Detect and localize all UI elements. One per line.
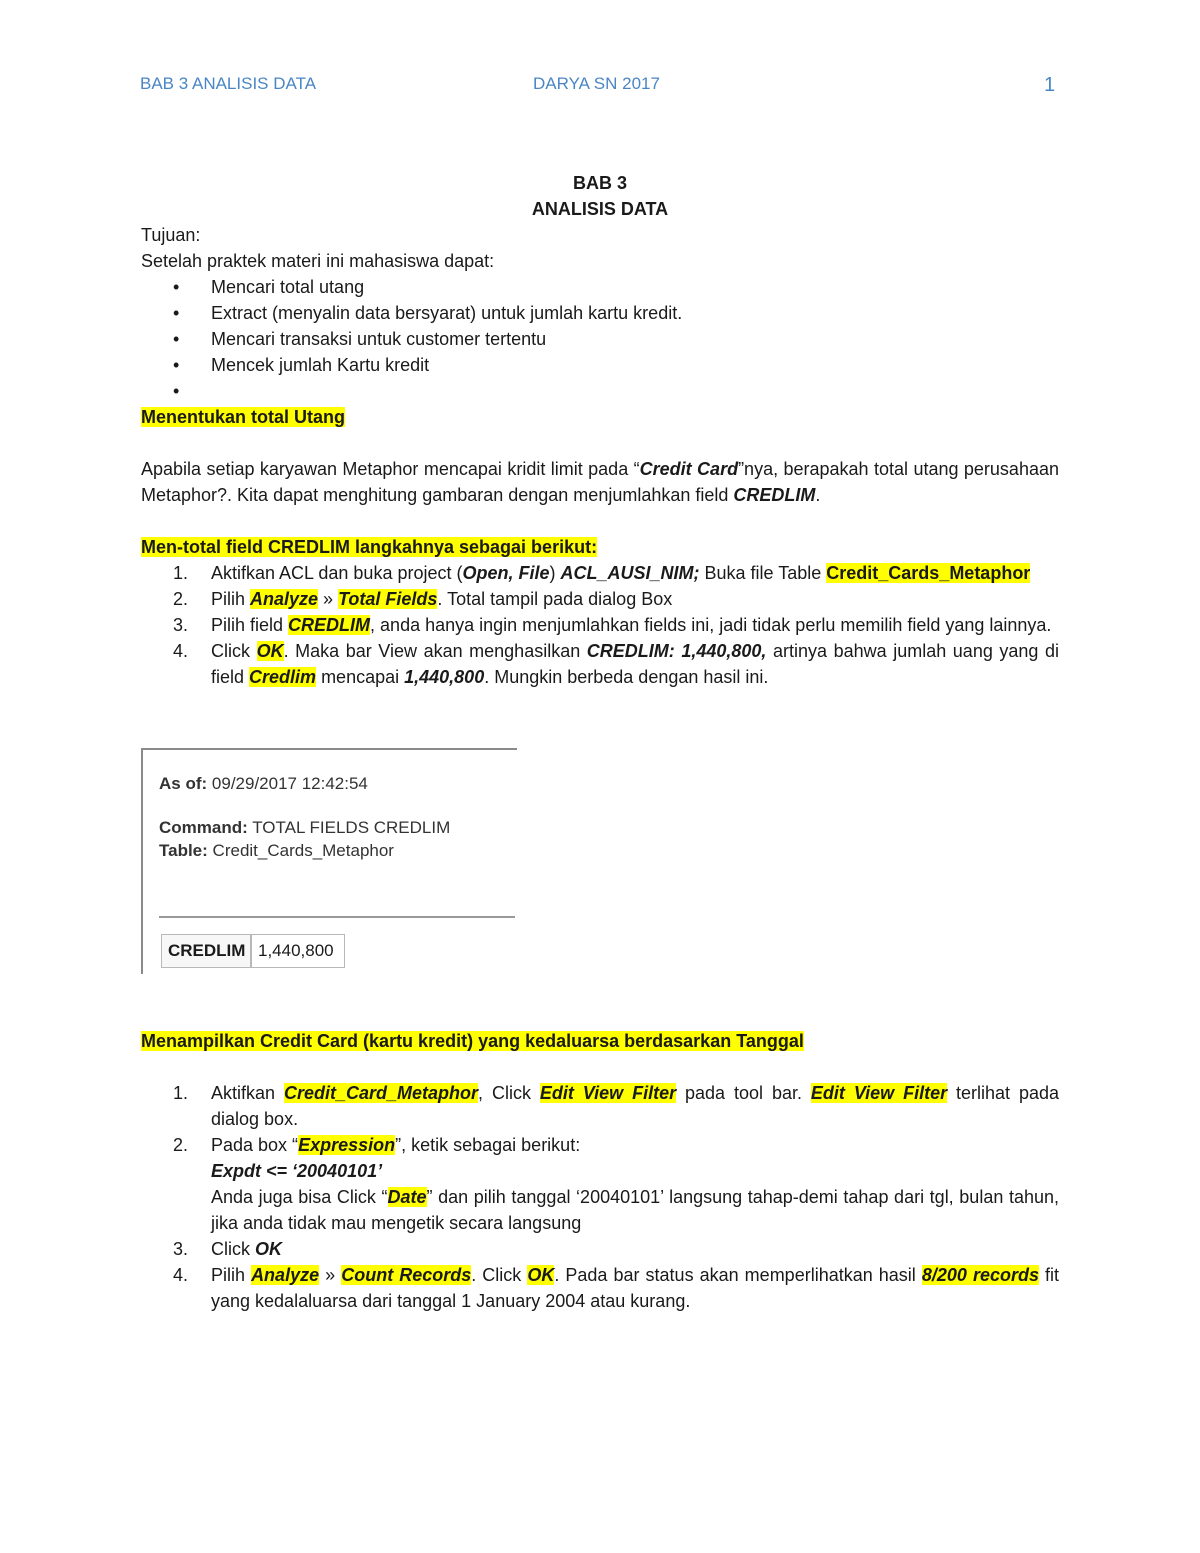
section-heading-expired-cards: Menampilkan Credit Card (kartu kredit) yang kedaluarsa berdasarkan Tanggal bbox=[141, 1031, 804, 1051]
list-item: • Mencari total utang bbox=[141, 274, 1059, 300]
list-item: 4. Pilih Analyze » Count Records. Click OK. Pada bar status akan memperlihatkan hasil 8/200 records fit yang kedalaluarsa dari tanggal 1 January 2004 atau kurang. bbox=[173, 1265, 1060, 1311]
document-body bbox=[141, 170, 1059, 690]
list-item: 4. Click OK. Maka bar View akan menghasilkan CREDLIM: 1,440,800, artinya bahwa jumlah uang yang di field Credlim mencapai 1,440,800. Mungkin berbeda dengan hasil ini. bbox=[173, 641, 1060, 687]
result-value-cell: 1,440,800 bbox=[251, 934, 345, 968]
header-center-text: DARYA SN 2017 bbox=[533, 74, 660, 93]
divider bbox=[159, 916, 515, 918]
list-item: 2. Pilih Analyze » Total Fields. Total tampil pada dialog Box bbox=[173, 589, 673, 609]
list-item: 3. Click OK bbox=[173, 1239, 282, 1259]
list-item: 2. Pada box “Expression”, ketik sebagai berikut: Expdt <= ‘20040101’ Anda juga bisa Click “Date” dan pilih tanggal ‘20040101’ langsung tahap-demi tahap dari tgl, bulan tahun, jika anda tidak mau mengetik secara langsung bbox=[173, 1135, 1059, 1233]
objective-lead: Setelah praktek materi ini mahasiswa dapat: bbox=[141, 251, 495, 271]
command-line: Command: TOTAL FIELDS CREDLIM bbox=[159, 818, 451, 837]
list-item: 1. Aktifkan Credit_Card_Metaphor, Click Edit View Filter pada tool bar. Edit View Filter terlihat pada dialog box. bbox=[173, 1083, 1060, 1129]
list-item: 1. Aktifkan ACL dan buka project (Open, File) ACL_AUSI_NIM; Buka file Table Credit_Cards_Metaphor bbox=[173, 563, 1031, 583]
table-line: Table: Credit_Cards_Metaphor bbox=[159, 841, 394, 860]
section-heading-total-utang: Menentukan total Utang bbox=[141, 407, 346, 427]
objective-label: Tujuan: bbox=[141, 225, 201, 245]
list-item: 3. Pilih field CREDLIM, anda hanya ingin menjumlahkan fields ini, jadi tidak perlu memilih field yang lainnya. bbox=[173, 615, 1052, 635]
acl-result-screenshot bbox=[141, 748, 517, 974]
section1-paragraph: Apabila setiap karyawan Metaphor mencapai kridit limit pada “Credit Card”nya, berapakah total utang perusahaan Metaphor?. Kita dapat menghitung gambaran dengan menjumlahkan field CREDLIM. bbox=[141, 459, 1059, 505]
credlim-steps bbox=[141, 560, 1059, 690]
result-label-cell: CREDLIM bbox=[161, 934, 251, 968]
list-item bbox=[141, 378, 1059, 404]
objective-list bbox=[141, 274, 1059, 404]
asof-line: As of: 09/29/2017 12:42:54 bbox=[159, 774, 368, 793]
filter-steps bbox=[141, 1080, 1059, 1314]
header-left-text: BAB 3 ANALISIS DATA bbox=[140, 74, 317, 93]
list-item: • Mencari transaksi untuk customer tertentu bbox=[141, 326, 1059, 352]
page-number: 1 bbox=[1044, 74, 1056, 96]
expression-text: Expdt <= ‘20040101’ bbox=[211, 1161, 383, 1181]
chapter-title: BAB 3 bbox=[572, 173, 627, 193]
list-item: • Extract (menyalin data bersyarat) untuk jumlah kartu kredit. bbox=[141, 300, 1059, 326]
chapter-subtitle: ANALISIS DATA bbox=[531, 199, 669, 219]
section-heading-credlim: Men-total field CREDLIM langkahnya sebagai berikut: bbox=[141, 537, 598, 557]
list-item: • Mencek jumlah Kartu kredit bbox=[141, 352, 1059, 378]
document-body-continued bbox=[141, 1028, 1059, 1314]
